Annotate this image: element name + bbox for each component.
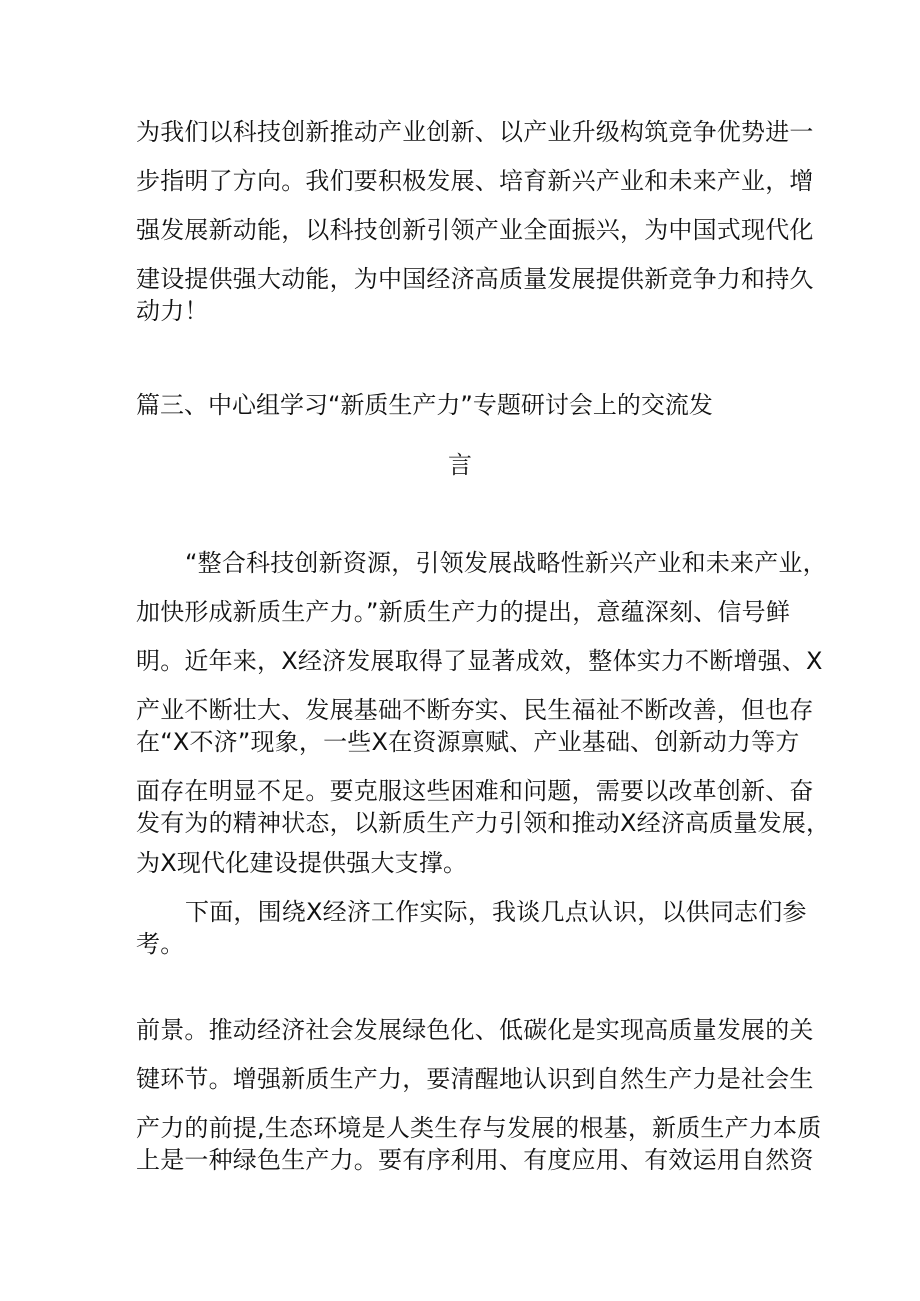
paragraph4-line-4: 上是一种绿色生产力。要有序利用、有度应用、有效运用自然资 — [136, 1146, 814, 1174]
paragraph2-line-2: 加快形成新质生产力。”新质生产力的提出，意蕴深刻、信号鲜 — [136, 598, 791, 626]
paragraph2-line-6: 面存在明显不足。要克服这些困难和问题，需要以改革创新、奋 — [136, 777, 814, 805]
section-title-line-1: 篇三、中心组学习“新质生产力”专题研讨会上的交流发 — [136, 391, 713, 419]
paragraph3-line-2: 考。 — [136, 930, 185, 958]
paragraph2-line-3: 明。近年来，X经济发展取得了显著成效，整体实力不断增强、X — [136, 647, 823, 675]
paragraph1-line-1: 为我们以科技创新推动产业创新、以产业升级构筑竞争优势进一 — [136, 118, 814, 146]
paragraph1-line-2: 步指明了方向。我们要积极发展、培育新兴产业和未来产业，增 — [136, 167, 814, 195]
paragraph4-line-2: 键环节。增强新质生产力，要清醒地认识到自然生产力是社会生 — [136, 1065, 814, 1093]
paragraph1-line-4: 建设提供强大动能，为中国经济高质量发展提供新竞争力和持久 — [136, 265, 814, 293]
paragraph3-line-1: 下面，围绕X经济工作实际，我谈几点认识，以供同志们参 — [185, 898, 807, 926]
paragraph2-line-8: 为X现代化建设提供强大支撑。 — [136, 849, 468, 877]
section-title-line-2: 言 — [448, 451, 472, 479]
paragraph1-line-5: 动力！ — [136, 297, 209, 325]
paragraph2-line-7: 发有为的精神状态，以新质生产力引领和推动X经济高质量发展， — [136, 809, 831, 837]
paragraph2-line-5: 在“X不济”现象，一些X在资源禀赋、产业基础、创新动力等方 — [136, 728, 800, 756]
paragraph1-line-3: 强发展新动能，以科技创新引领产业全面振兴，为中国式现代化 — [136, 216, 814, 244]
paragraph2-line-1: “整合科技创新资源，引领发展战略性新兴产业和未来产业， — [185, 549, 827, 577]
paragraph2-line-4: 产业不断壮大、发展基础不断夯实、民生福祉不断改善，但也存 — [136, 696, 814, 724]
paragraph4-line-1: 前景。推动经济社会发展绿色化、低碳化是实现高质量发展的关 — [136, 1016, 814, 1044]
paragraph4-line-3: 产力的前提,生态环境是人类生存与发展的根基，新质生产力本质 — [136, 1114, 822, 1142]
